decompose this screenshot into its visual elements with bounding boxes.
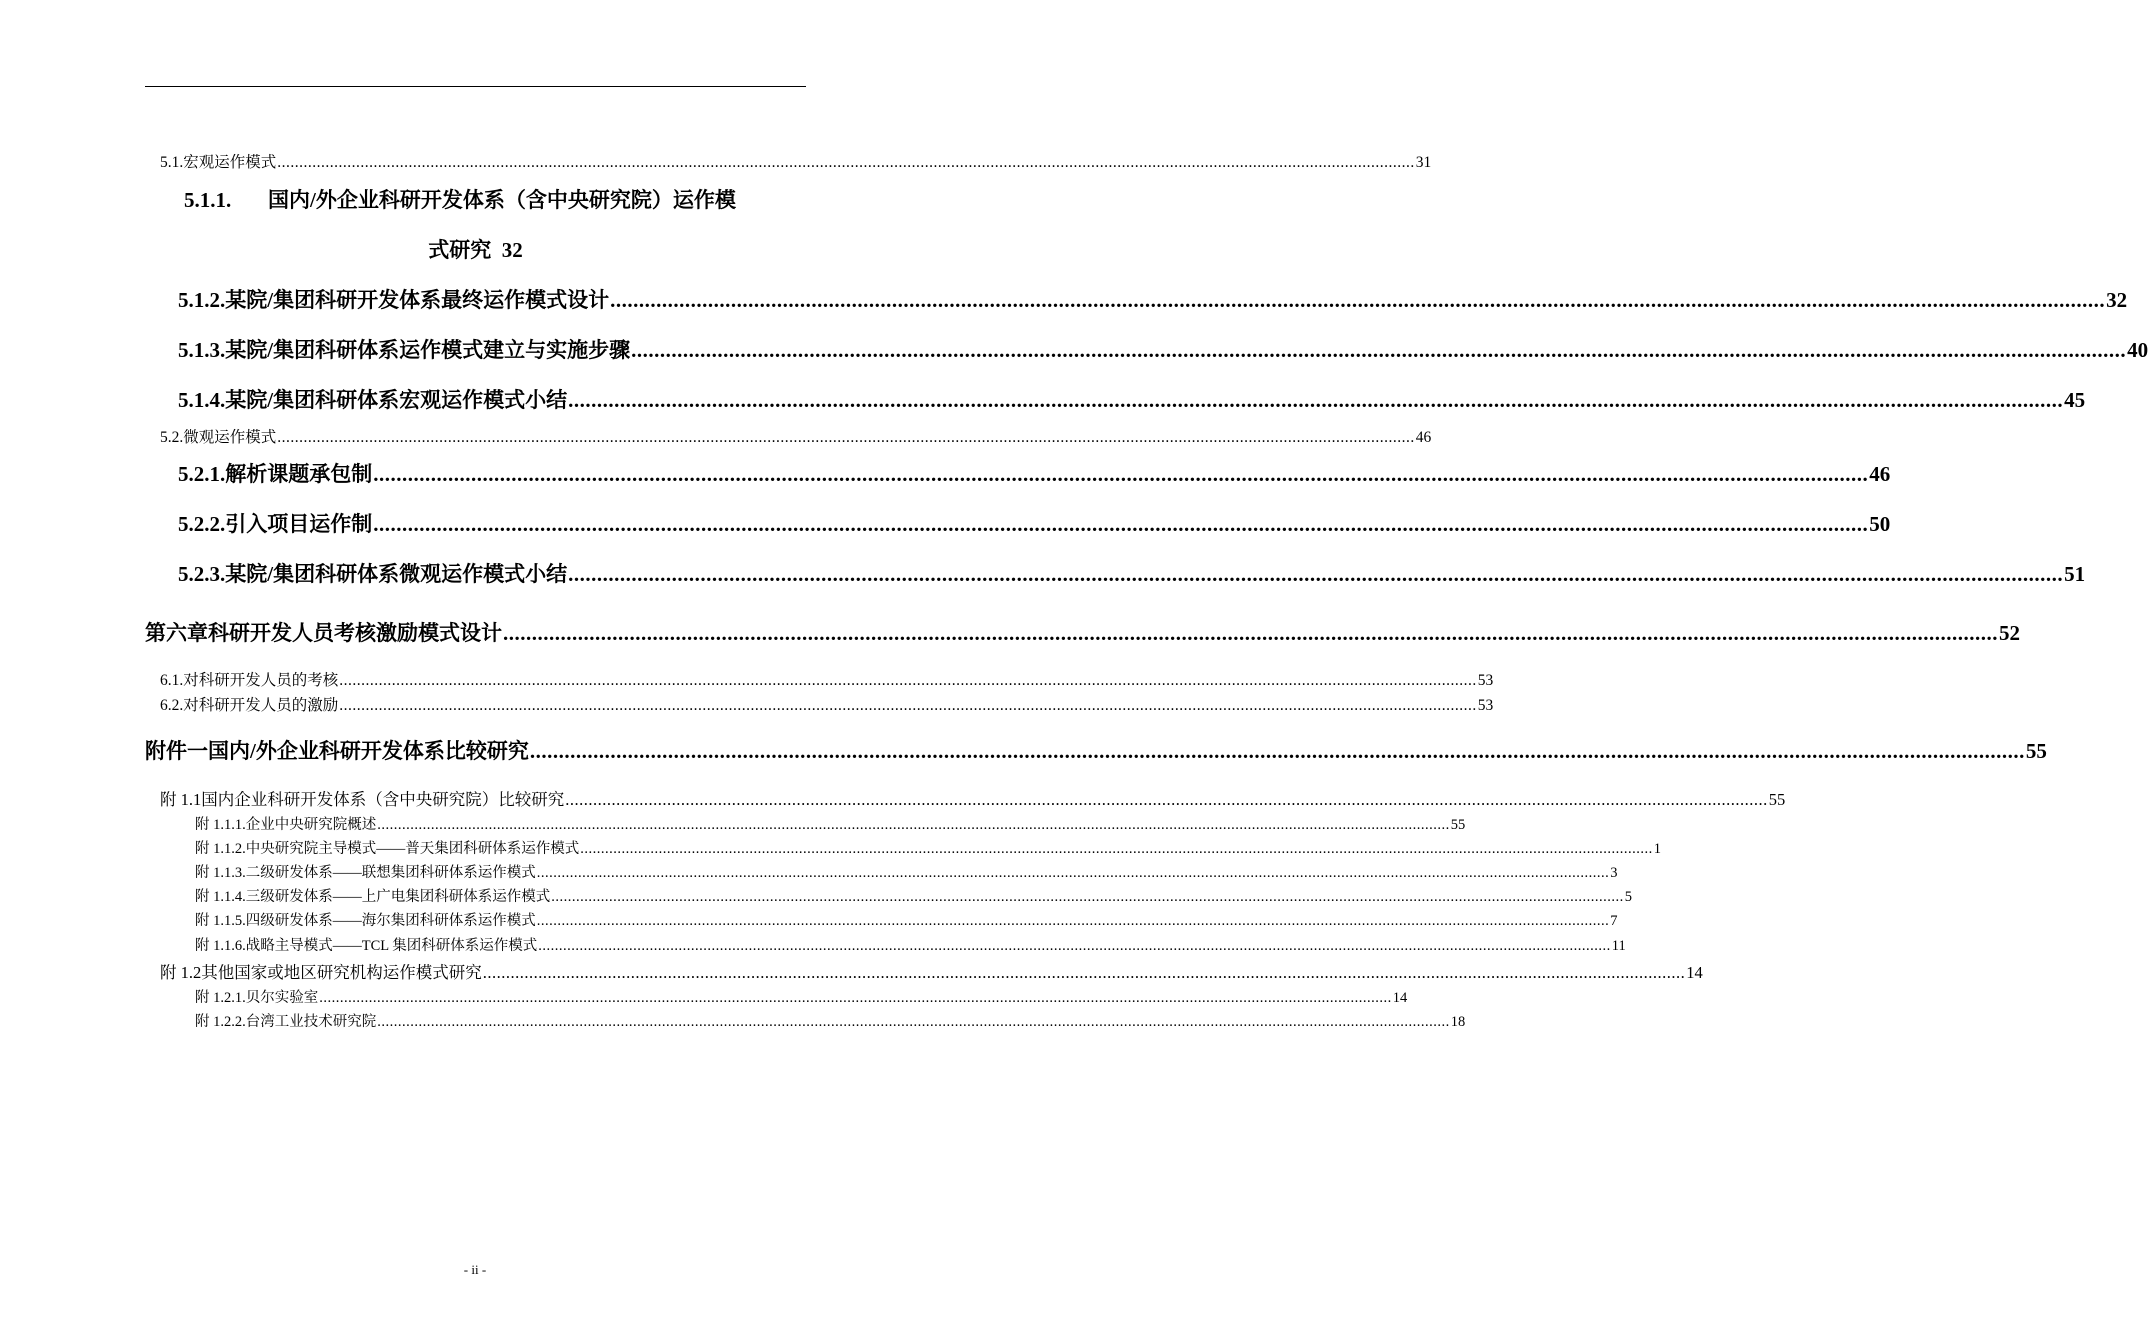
toc-entry-title: 国内/外企业科研开发体系比较研究 [208,739,529,763]
toc-entry-page: 46 [1869,462,1891,486]
toc-entry-5-1[interactable] [160,150,1432,172]
toc-leader-dots: .................................................................................................................................................................................................................................................................... [482,963,1686,982]
toc-leader-dots: .................................................................................................................................................................................................................................................................... [277,154,1415,171]
toc-entry-title: 企业中央研究院概述 [245,817,377,833]
toc-entry-title: 对科研开发人员的激励 [183,697,339,714]
header-rule [145,86,806,87]
toc-leader-dots: .................................................................................................................................................................................................................................................................... [536,913,1610,929]
toc-entry-5-2[interactable] [160,425,1432,447]
toc-entry-number: 附 1.1.1. [195,817,246,833]
toc-entry-title: 台湾工业技术研究院 [245,1014,377,1030]
toc-entry-number: 附 1.1.6. [195,938,246,954]
toc-entry-page: 3 [1610,865,1618,881]
toc-leader-dots: .................................................................................................................................................................................................................................................................... [319,990,1392,1006]
toc-entry-number: 5.1.1. [184,188,232,212]
toc-entry-title: 式研究 [428,238,492,262]
toc-entry-page: 55 [1768,790,1786,809]
toc-entry-number: 附 1.1.4. [195,889,246,905]
toc-entry-page: 32 [501,238,523,262]
toc-entry-5-1-4[interactable] [178,384,2086,414]
toc-entry-page: 18 [1450,1014,1466,1030]
toc-entry-a1-1-1[interactable] [195,813,1466,834]
toc-entry-number: 5.2.1. [178,462,226,486]
toc-entry-a1-2-2[interactable] [195,1010,1466,1031]
toc-chapter-6[interactable] [145,617,2020,647]
toc-entry-title: 中央研究院主导模式——普天集团科研体系运作模式 [245,841,580,857]
toc-entry-number: 附 1.1.2. [195,841,246,857]
toc-entry-title: 引入项目运作制 [225,512,373,536]
toc-entry-number: 5.1.4. [178,388,226,412]
toc-entry-title: 国内企业科研开发体系（含中央研究院）比较研究 [201,790,565,809]
toc-entry-title: 国内/外企业科研开发体系（含中央研究院）运作模 [268,188,736,212]
toc-entry-page: 40 [2127,338,2148,362]
toc-entry-5-1-1-continued[interactable] [145,234,806,264]
toc-entry-5-1-1[interactable] [184,184,806,214]
toc-entry-title: 宏观运作模式 [183,154,277,171]
toc-entry-title: 战略主导模式——TCL 集团科研体系运作模式 [245,938,538,954]
toc-entry-title: 贝尔实验室 [245,990,319,1006]
toc-leader-dots: .................................................................................................................................................................................................................................................................... [377,817,1450,833]
toc-entry-5-1-2[interactable] [178,284,2128,314]
toc-entry-number: 5.1.2. [178,288,226,312]
toc-entry-page: 50 [1869,512,1891,536]
toc-entry-number: 附 1.1.5. [195,913,246,929]
toc-entry-number: 5.2.2. [178,512,226,536]
toc-entry-page: 45 [2064,388,2086,412]
toc-entry-6-2[interactable] [160,693,1494,715]
toc-entry-a1-2-1[interactable] [195,986,1408,1007]
toc-entry-page: 1 [1653,841,1661,857]
toc-entry-title: 解析课题承包制 [225,462,373,486]
toc-leader-dots: .................................................................................................................................................................................................................................................................... [568,388,2064,412]
toc-entry-number: 6.2. [160,697,184,714]
toc-leader-dots: .................................................................................................................................................................................................................................................................... [631,338,2127,362]
toc-leader-dots: .................................................................................................................................................................................................................................................................... [551,889,1624,905]
toc-entry-5-2-3[interactable] [178,558,2086,588]
toc-leader-dots: .................................................................................................................................................................................................................................................................... [377,1014,1450,1030]
toc-entry-a1-1-2[interactable] [195,837,1661,858]
toc-entry-page: 11 [1611,938,1626,954]
toc-entry-page: 31 [1415,154,1432,171]
toc-entry-page: 7 [1610,913,1618,929]
toc-entry-number: 第六章 [145,621,208,645]
toc-entry-page: 14 [1686,963,1703,982]
toc-entry-number: 附 1.2.1. [195,990,246,1006]
toc-entry-page: 51 [2064,562,2086,586]
toc-entry-title: 微观运作模式 [183,429,277,446]
toc-entry-page: 55 [2025,739,2047,763]
toc-leader-dots: .................................................................................................................................................................................................................................................................... [538,938,1611,954]
toc-entry-6-1[interactable] [160,668,1494,690]
toc-entry-page: 55 [1450,817,1466,833]
toc-entry-a1-1-6[interactable] [195,934,1626,955]
toc-entry-title: 某院/集团科研体系宏观运作模式小结 [225,388,568,412]
page-number-footer: - ii - [463,1262,487,1277]
toc-entry-title: 某院/集团科研体系运作模式建立与实施步骤 [225,338,631,362]
toc-entry-number: 附 1.1 [160,790,202,809]
toc-entry-number: 附 1.2.2. [195,1014,246,1030]
toc-leader-dots: .................................................................................................................................................................................................................................................................... [565,790,1768,809]
toc-entry-page: 14 [1392,990,1408,1006]
toc-entry-title: 其他国家或地区研究机构运作模式研究 [201,963,482,982]
toc-entry-number: 5.2. [160,429,184,446]
toc-entry-page: 5 [1624,889,1632,905]
toc-leader-dots: .................................................................................................................................................................................................................................................................... [339,697,1477,714]
toc-entry-title: 某院/集团科研体系微观运作模式小结 [225,562,568,586]
toc-entry-5-2-2[interactable] [178,508,1891,538]
toc-entry-title: 科研开发人员考核激励模式设计 [208,621,502,645]
toc-entry-number: 5.1. [160,154,184,171]
toc-entry-page: 52 [1999,621,2020,645]
toc-entry-number: 5.2.3. [178,562,226,586]
toc-entry-page: 32 [2106,288,2128,312]
toc-leader-dots: .................................................................................................................................................................................................................................................................... [536,865,1610,881]
toc-entry-number: 6.1. [160,672,184,689]
toc-entry-number: 附 1.2 [160,963,202,982]
toc-leader-dots: .................................................................................................................................................................................................................................................................... [373,512,1869,536]
toc-leader-dots: .................................................................................................................................................................................................................................................................... [529,739,2025,763]
toc-entry-page: 46 [1415,429,1432,446]
toc-entry-number: 附 1.1.3. [195,865,246,881]
toc-leader-dots: .................................................................................................................................................................................................................................................................... [580,841,1653,857]
toc-leader-dots: .................................................................................................................................................................................................................................................................... [339,672,1477,689]
toc-entry-title: 四级研发体系——海尔集团科研体系运作模式 [245,913,536,929]
toc-entry-number: 5.1.3. [178,338,226,362]
toc-entry-title: 某院/集团科研开发体系最终运作模式设计 [225,288,610,312]
toc-leader-dots: .................................................................................................................................................................................................................................................................... [373,462,1869,486]
toc-entry-page: 53 [1477,697,1494,714]
toc-entry-5-2-1[interactable] [178,458,1891,488]
toc-entry-title: 三级研发体系——上广电集团科研体系运作模式 [245,889,551,905]
toc-entry-title: 二级研发体系——联想集团科研体系运作模式 [245,865,536,881]
toc-leader-dots: .................................................................................................................................................................................................................................................................... [277,429,1415,446]
toc-entry-a1-1-4[interactable] [195,885,1632,906]
toc-entry-5-1-3[interactable] [178,334,2148,364]
toc-entry-page: 53 [1477,672,1494,689]
toc-entry-title: 对科研开发人员的考核 [183,672,339,689]
toc-entry-a1-1[interactable] [160,786,1786,810]
toc-entry-number: 附件一 [145,739,208,763]
toc-appendix-1[interactable] [145,735,2047,765]
toc-entry-a1-1-5[interactable] [195,909,1618,930]
toc-leader-dots: .................................................................................................................................................................................................................................................................... [610,288,2106,312]
toc-entry-a1-2[interactable] [160,959,1703,983]
toc-leader-dots: .................................................................................................................................................................................................................................................................... [503,621,1998,645]
toc-leader-dots: .................................................................................................................................................................................................................................................................... [568,562,2064,586]
toc-entry-a1-1-3[interactable] [195,861,1618,882]
